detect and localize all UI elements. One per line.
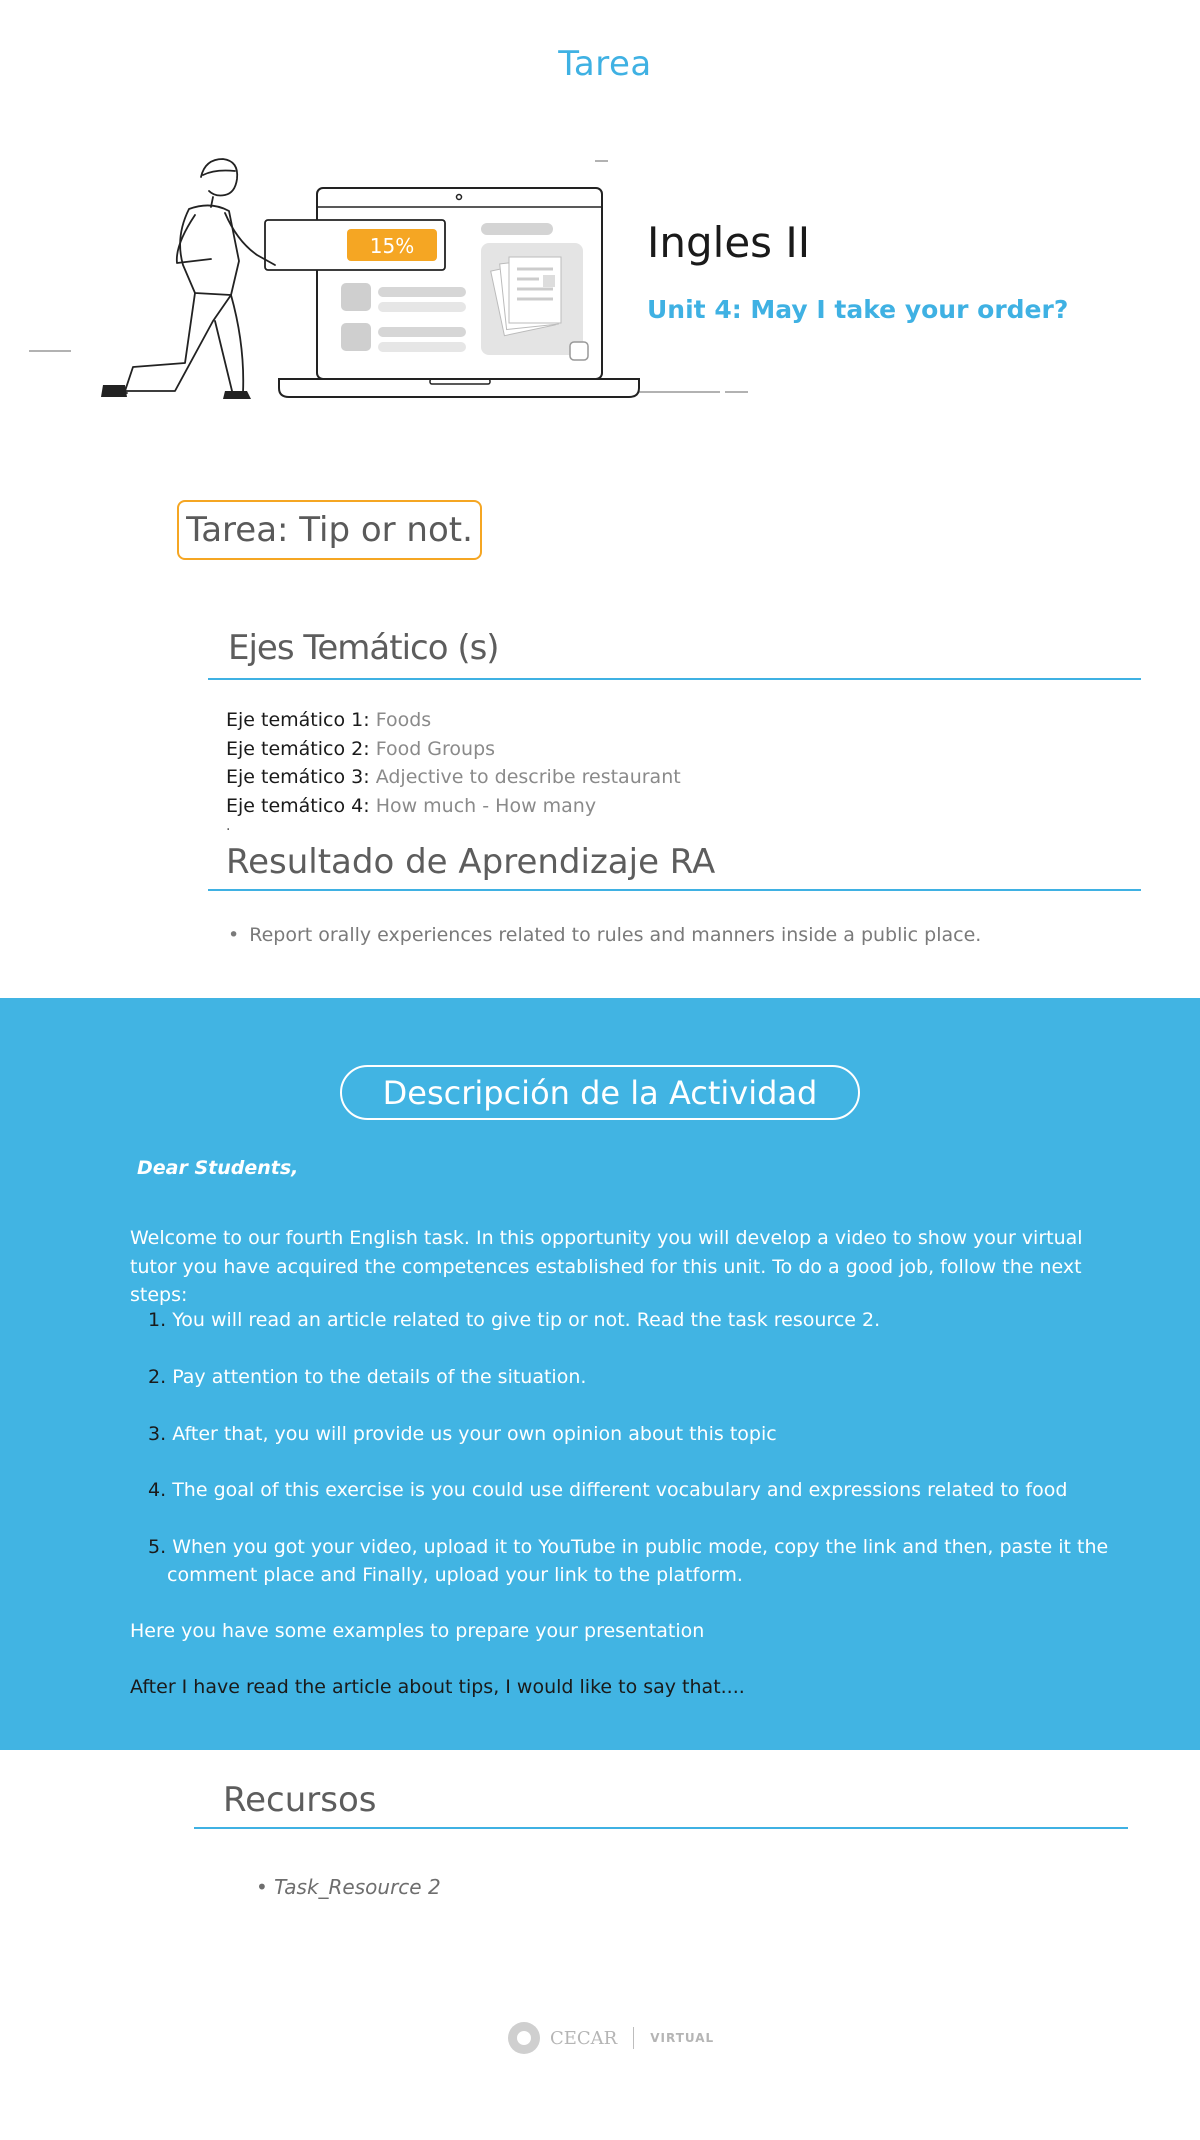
eje-item: Eje temático 4: How much - How many xyxy=(226,794,597,817)
ra-divider xyxy=(208,889,1141,891)
resources-section-title: Recursos xyxy=(223,1780,377,1820)
bullet-icon: • xyxy=(228,924,240,946)
step-item-1: 1. You will read an article related to give tip or not. Read the task resource 2. xyxy=(148,1309,881,1331)
eje-item: Eje temático 3: Adjective to describe restaurant xyxy=(226,766,681,788)
task-label-box: Tarea: Tip or not. xyxy=(177,500,482,560)
step-item-5: 5. When you got your video, upload it to YouTube in public mode, copy the link and then, paste it the xyxy=(148,1536,1109,1558)
example-sentence: After I have read the article about tips, I would like to say that.... xyxy=(130,1676,745,1698)
resources-divider xyxy=(194,1827,1128,1829)
resource-link-task-resource-2[interactable]: • Task_Resource 2 xyxy=(256,1875,441,1899)
eje-item: Eje temático 1: Foods xyxy=(226,709,432,731)
step-item-4: 4. The goal of this exercise is you could use different vocabulary and expressions related to food xyxy=(148,1479,1068,1501)
examples-text: Here you have some examples to prepare your presentation xyxy=(130,1620,705,1642)
footer-brand: CECAR xyxy=(550,2027,618,2049)
step-item-3: 3. After that, you will provide us your own opinion about this topic xyxy=(148,1423,777,1445)
progress-label: 15% xyxy=(369,234,415,258)
footer-logo-bar xyxy=(508,2020,714,2056)
footer-virtual-label: VIRTUAL xyxy=(650,2031,715,2045)
ejes-trailing-dot: . xyxy=(226,818,231,834)
step-item-5-continuation: comment place and Finally, upload your link to the platform. xyxy=(167,1564,743,1586)
welcome-paragraph: Welcome to our fourth English task. In this opportunity you will develop a video to show your virtual tutor you have acquired the competences established for this unit. To do a good job, follow the next steps: xyxy=(130,1227,1083,1306)
ejes-divider xyxy=(208,678,1141,680)
ra-section-title: Resultado de Aprendizaje RA xyxy=(226,842,716,882)
step-item-2: 2. Pay attention to the details of the situation. xyxy=(148,1366,587,1388)
ejes-list xyxy=(226,706,681,820)
illustration-person-laptop xyxy=(25,145,760,410)
page-title: Tarea xyxy=(558,44,652,84)
description-title: Descripción de la Actividad xyxy=(340,1065,860,1120)
cecar-logo-icon xyxy=(508,2022,540,2054)
ra-list-item: • Report orally experiences related to rules and manners inside a public place. xyxy=(228,924,982,946)
footer-separator xyxy=(633,2027,634,2049)
unit-title: Unit 4: May I take your order? xyxy=(647,295,1069,324)
course-title: Ingles II xyxy=(647,218,811,267)
greeting: Dear Students, xyxy=(137,1157,299,1179)
ejes-section-title: Ejes Temático (s) xyxy=(228,628,499,668)
eje-item: Eje temático 2: Food Groups xyxy=(226,737,496,760)
